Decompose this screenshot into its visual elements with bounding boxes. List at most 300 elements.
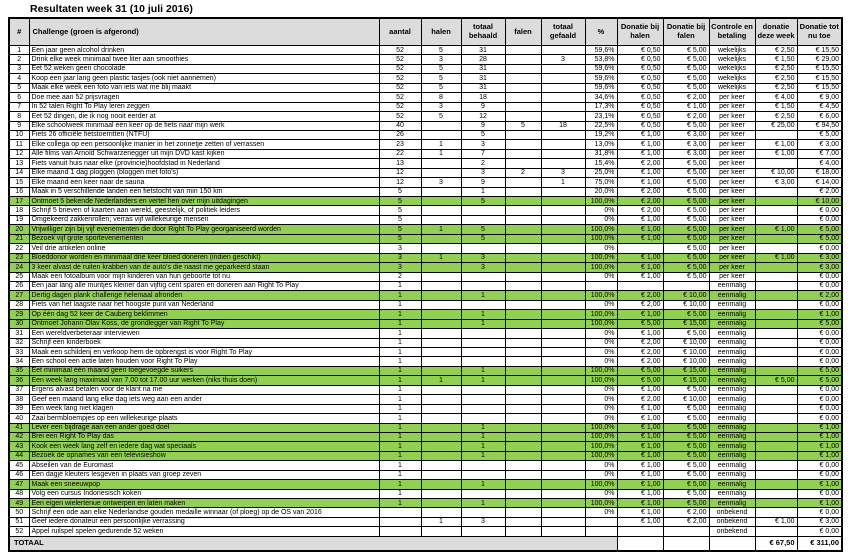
cell-nr: 22: [9, 244, 29, 253]
table-row: [9, 140, 842, 149]
table-row: [9, 376, 842, 385]
table-row: [9, 527, 842, 536]
cell-aantal: 22: [379, 149, 421, 158]
cell-donatie-tot-nu-toe: € 0,00: [797, 329, 842, 338]
cell-totaal-gefaald: [541, 263, 585, 272]
cell-donatie-bij-halen: € 1,00: [617, 253, 663, 262]
cell-donatie-deze-week: € 1,00: [755, 517, 797, 526]
cell-nr: 23: [9, 253, 29, 262]
cell-totaal-gefaald: [541, 461, 585, 470]
cell-halen: [421, 121, 461, 130]
cell-percentage: 100,0%: [585, 263, 617, 272]
cell-percentage: 100,0%: [585, 442, 617, 451]
cell-donatie-deze-week: [755, 338, 797, 347]
cell-nr: 45: [9, 461, 29, 470]
cell-donatie-bij-falen: € 2,00: [663, 517, 709, 526]
cell-totaal-gefaald: [541, 451, 585, 460]
cell-totaal-gefaald: [541, 46, 585, 55]
cell-challenge: Schrijf een kinderboek: [29, 338, 379, 347]
cell-donatie-bij-falen: € 3,00: [663, 149, 709, 158]
cell-aantal: 1: [379, 385, 421, 394]
cell-donatie-bij-halen: € 5,00: [617, 319, 663, 328]
cell-donatie-bij-falen: € 5,00: [663, 55, 709, 64]
cell-halen: [421, 329, 461, 338]
cell-challenge: Maak een fotoalbum voor mijn kinderen van hun geboorte tot nu: [29, 272, 379, 281]
cell-controle-en-betaling: per keer: [709, 225, 755, 234]
cell-donatie-deze-week: [755, 489, 797, 498]
cell-percentage: [585, 281, 617, 290]
cell-totaal-gefaald: [541, 395, 585, 404]
cell-falen: [505, 74, 541, 83]
cell-halen: [421, 338, 461, 347]
cell-challenge: Een jaar lang alle muntjes kleiner dan vijftig cent sparen en doneren aan Right To Play: [29, 281, 379, 290]
cell-nr: 50: [9, 508, 29, 517]
cell-donatie-bij-halen: € 1,00: [617, 442, 663, 451]
cell-percentage: 100,0%: [585, 499, 617, 508]
cell-challenge: Doe mee aan 52 prijsvragen: [29, 93, 379, 102]
cell-donatie-bij-falen: € 10,00: [663, 338, 709, 347]
cell-controle-en-betaling: eenmalig: [709, 404, 755, 413]
cell-aantal: 1: [379, 366, 421, 375]
cell-aantal: 5: [379, 215, 421, 224]
cell-falen: [505, 461, 541, 470]
cell-nr: 29: [9, 310, 29, 319]
table-row: [9, 366, 842, 375]
cell-totaal-behaald: [461, 348, 505, 357]
table-row: [9, 197, 842, 206]
cell-percentage: 100,0%: [585, 310, 617, 319]
table-row: [9, 432, 842, 441]
cell-controle-en-betaling: eenmalig: [709, 432, 755, 441]
cell-falen: [505, 291, 541, 300]
cell-totaal-gefaald: [541, 187, 585, 196]
cell-donatie-bij-falen: € 5,00: [663, 499, 709, 508]
cell-halen: 1: [421, 517, 461, 526]
cell-totaal-behaald: 3: [461, 140, 505, 149]
cell-halen: [421, 300, 461, 309]
cell-halen: [421, 451, 461, 460]
cell-challenge: Maak elke week een foto van iets wat me blij maakt: [29, 83, 379, 92]
cell-totaal-behaald: 9: [461, 178, 505, 187]
cell-nr: 46: [9, 470, 29, 479]
cell-donatie-tot-nu-toe: € 0,00: [797, 508, 842, 517]
cell-donatie-bij-halen: € 0,50: [617, 55, 663, 64]
cell-totaal-behaald: [461, 395, 505, 404]
table-row: [9, 489, 842, 498]
cell-donatie-tot-nu-toe: € 0,00: [797, 244, 842, 253]
cell-falen: [505, 83, 541, 92]
cell-donatie-bij-falen: € 1,00: [663, 102, 709, 111]
cell-challenge: Appel ruilspel spelen gedurende 52 weken: [29, 527, 379, 536]
cell-nr: 28: [9, 300, 29, 309]
cell-halen: [421, 197, 461, 206]
cell-halen: 5: [421, 64, 461, 73]
cell-controle-en-betaling: eenmalig: [709, 291, 755, 300]
cell-totaal-behaald: 2: [461, 159, 505, 168]
total-donatie-deze-week: € 67,50: [755, 536, 797, 551]
cell-donatie-deze-week: € 3,00: [755, 178, 797, 187]
cell-controle-en-betaling: per keer: [709, 253, 755, 262]
cell-nr: 25: [9, 272, 29, 281]
col-header-controle-en-betaling: Controle en betaling: [709, 18, 755, 46]
cell-aantal: 1: [379, 423, 421, 432]
cell-aantal: 3: [379, 253, 421, 262]
cell-donatie-bij-falen: € 5,00: [663, 480, 709, 489]
cell-challenge: Een wereldverbeteraar interviewen: [29, 329, 379, 338]
cell-falen: [505, 64, 541, 73]
cell-aantal: 1: [379, 281, 421, 290]
cell-percentage: 0%: [585, 461, 617, 470]
cell-challenge: Kook een week lang zelf en iedere dag wat speciaals: [29, 442, 379, 451]
cell-controle-en-betaling: per keer: [709, 149, 755, 158]
cell-controle-en-betaling: per keer: [709, 272, 755, 281]
cell-donatie-deze-week: [755, 366, 797, 375]
cell-donatie-bij-falen: € 10,00: [663, 395, 709, 404]
cell-nr: 4: [9, 74, 29, 83]
cell-donatie-bij-falen: € 5,00: [663, 451, 709, 460]
cell-donatie-tot-nu-toe: € 0,00: [797, 404, 842, 413]
cell-halen: [421, 130, 461, 139]
cell-controle-en-betaling: eenmalig: [709, 489, 755, 498]
cell-halen: [421, 404, 461, 413]
cell-totaal-gefaald: [541, 376, 585, 385]
cell-challenge: Ontmoet 5 bekende Nederlanders en vertel hen over mijn uitdagingen: [29, 197, 379, 206]
cell-donatie-bij-halen: € 0,50: [617, 121, 663, 130]
cell-aantal: 5: [379, 225, 421, 234]
total-cell-donatie-bij-halen: [617, 536, 663, 551]
cell-percentage: 19,2%: [585, 130, 617, 139]
cell-donatie-deze-week: [755, 499, 797, 508]
table-row: [9, 414, 842, 423]
cell-nr: 37: [9, 385, 29, 394]
cell-challenge: In 52 talen Right To Play leren zeggen: [29, 102, 379, 111]
cell-donatie-bij-halen: € 0,50: [617, 112, 663, 121]
cell-donatie-tot-nu-toe: € 0,00: [797, 206, 842, 215]
cell-percentage: 100,0%: [585, 225, 617, 234]
cell-donatie-tot-nu-toe: € 2,00: [797, 187, 842, 196]
cell-nr: 21: [9, 234, 29, 243]
cell-totaal-gefaald: [541, 385, 585, 394]
cell-challenge: Maak een sneeuwpop: [29, 480, 379, 489]
cell-donatie-tot-nu-toe: € 2,00: [797, 291, 842, 300]
cell-falen: [505, 234, 541, 243]
cell-donatie-deze-week: [755, 508, 797, 517]
cell-totaal-gefaald: [541, 357, 585, 366]
cell-falen: [505, 499, 541, 508]
cell-donatie-deze-week: [755, 281, 797, 290]
cell-donatie-tot-nu-toe: € 29,00: [797, 55, 842, 64]
cell-totaal-behaald: 5: [461, 234, 505, 243]
cell-totaal-gefaald: [541, 442, 585, 451]
cell-nr: 33: [9, 348, 29, 357]
cell-halen: 1: [421, 253, 461, 262]
cell-donatie-tot-nu-toe: € 0,00: [797, 281, 842, 290]
cell-totaal-gefaald: [541, 470, 585, 479]
cell-donatie-deze-week: [755, 480, 797, 489]
table-body: [9, 46, 842, 537]
table-row: [9, 178, 842, 187]
cell-falen: [505, 385, 541, 394]
cell-nr: 31: [9, 329, 29, 338]
cell-totaal-gefaald: [541, 112, 585, 121]
cell-totaal-behaald: 12: [461, 112, 505, 121]
cell-totaal-gefaald: [541, 508, 585, 517]
cell-falen: [505, 329, 541, 338]
cell-falen: [505, 300, 541, 309]
cell-donatie-bij-falen: € 5,00: [663, 168, 709, 177]
cell-halen: 1: [421, 225, 461, 234]
cell-donatie-bij-halen: € 1,00: [617, 178, 663, 187]
cell-percentage: 100,0%: [585, 319, 617, 328]
cell-controle-en-betaling: per keer: [709, 234, 755, 243]
cell-aantal: [379, 508, 421, 517]
cell-challenge: Een school een actie laten houden voor Right To Play: [29, 357, 379, 366]
cell-nr: 6: [9, 93, 29, 102]
cell-donatie-tot-nu-toe: € 1,00: [797, 451, 842, 460]
cell-totaal-behaald: 1: [461, 376, 505, 385]
cell-aantal: 1: [379, 319, 421, 328]
cell-nr: 7: [9, 102, 29, 111]
cell-donatie-deze-week: [755, 414, 797, 423]
cell-falen: [505, 480, 541, 489]
cell-nr: 30: [9, 319, 29, 328]
cell-percentage: 15,4%: [585, 159, 617, 168]
cell-falen: 5: [505, 121, 541, 130]
cell-aantal: 40: [379, 121, 421, 130]
table-row: [9, 385, 842, 394]
cell-percentage: 100,0%: [585, 480, 617, 489]
col-header-donatie-deze-week: donatie deze week: [755, 18, 797, 46]
table-row: [9, 234, 842, 243]
cell-aantal: 1: [379, 300, 421, 309]
cell-donatie-bij-falen: € 5,00: [663, 263, 709, 272]
table-row: [9, 499, 842, 508]
cell-donatie-bij-halen: € 1,00: [617, 423, 663, 432]
cell-donatie-bij-halen: € 1,00: [617, 404, 663, 413]
cell-controle-en-betaling: eenmalig: [709, 376, 755, 385]
cell-donatie-bij-halen: € 0,50: [617, 74, 663, 83]
cell-nr: 14: [9, 168, 29, 177]
cell-percentage: 0%: [585, 215, 617, 224]
cell-donatie-deze-week: [755, 451, 797, 460]
cell-controle-en-betaling: wekelijks: [709, 74, 755, 83]
cell-nr: 36: [9, 376, 29, 385]
cell-totaal-behaald: 3: [461, 168, 505, 177]
cell-donatie-bij-falen: € 5,00: [663, 197, 709, 206]
cell-donatie-tot-nu-toe: € 15,50: [797, 74, 842, 83]
cell-donatie-deze-week: € 2,50: [755, 83, 797, 92]
cell-donatie-bij-falen: € 5,00: [663, 489, 709, 498]
cell-totaal-gefaald: [541, 83, 585, 92]
table-row: [9, 159, 842, 168]
cell-percentage: 100,0%: [585, 253, 617, 262]
cell-donatie-tot-nu-toe: € 0,00: [797, 470, 842, 479]
table-row: [9, 451, 842, 460]
cell-halen: [421, 291, 461, 300]
cell-donatie-deze-week: [755, 432, 797, 441]
cell-donatie-deze-week: [755, 187, 797, 196]
cell-aantal: 1: [379, 442, 421, 451]
cell-donatie-bij-halen: € 2,00: [617, 159, 663, 168]
cell-donatie-bij-falen: € 5,00: [663, 404, 709, 413]
table-row: [9, 112, 842, 121]
cell-donatie-bij-falen: € 5,00: [663, 432, 709, 441]
cell-controle-en-betaling: eenmalig: [709, 395, 755, 404]
cell-controle-en-betaling: per keer: [709, 263, 755, 272]
cell-donatie-deze-week: € 10,00: [755, 168, 797, 177]
cell-challenge: Elke schoolweek minimaal één keer op de fiets naar mijn werk: [29, 121, 379, 130]
col-header-falen: falen: [505, 18, 541, 46]
cell-controle-en-betaling: eenmalig: [709, 329, 755, 338]
cell-totaal-behaald: [461, 357, 505, 366]
cell-controle-en-betaling: eenmalig: [709, 338, 755, 347]
cell-percentage: 0%: [585, 508, 617, 517]
cell-totaal-gefaald: [541, 206, 585, 215]
cell-controle-en-betaling: per keer: [709, 168, 755, 177]
cell-donatie-bij-halen: € 1,00: [617, 272, 663, 281]
cell-controle-en-betaling: per keer: [709, 140, 755, 149]
cell-halen: [421, 414, 461, 423]
cell-donatie-bij-falen: € 5,00: [663, 470, 709, 479]
cell-halen: [421, 159, 461, 168]
cell-totaal-behaald: 5: [461, 130, 505, 139]
cell-controle-en-betaling: wekelijks: [709, 83, 755, 92]
cell-halen: [421, 395, 461, 404]
cell-falen: [505, 414, 541, 423]
table-row: [9, 338, 842, 347]
cell-donatie-tot-nu-toe: € 15,50: [797, 64, 842, 73]
col-header-donatie-bij-halen: Donatie bij halen: [617, 18, 663, 46]
cell-donatie-bij-halen: € 1,00: [617, 310, 663, 319]
cell-halen: [421, 423, 461, 432]
cell-donatie-deze-week: € 1,00: [755, 253, 797, 262]
cell-challenge: Maak in 5 verschillende landen een fietstocht van min 150 km: [29, 187, 379, 196]
cell-percentage: 0%: [585, 414, 617, 423]
cell-aantal: 1: [379, 338, 421, 347]
cell-totaal-gefaald: [541, 215, 585, 224]
cell-donatie-bij-halen: € 2,00: [617, 187, 663, 196]
cell-falen: [505, 451, 541, 460]
cell-totaal-behaald: [461, 527, 505, 536]
cell-controle-en-betaling: eenmalig: [709, 470, 755, 479]
cell-controle-en-betaling: per keer: [709, 93, 755, 102]
cell-nr: 27: [9, 291, 29, 300]
cell-aantal: 1: [379, 376, 421, 385]
cell-donatie-deze-week: € 1,50: [755, 55, 797, 64]
cell-percentage: 13,0%: [585, 140, 617, 149]
cell-controle-en-betaling: eenmalig: [709, 423, 755, 432]
cell-percentage: 0%: [585, 357, 617, 366]
cell-falen: [505, 112, 541, 121]
total-cell-donatie-bij-falen: [663, 536, 709, 551]
cell-challenge: Op één dag 52 keer de Cauberg beklimmen: [29, 310, 379, 319]
cell-challenge: Een week lang niet klagen: [29, 404, 379, 413]
cell-falen: [505, 395, 541, 404]
cell-percentage: 100,0%: [585, 423, 617, 432]
cell-controle-en-betaling: eenmalig: [709, 366, 755, 375]
cell-percentage: 22,5%: [585, 121, 617, 130]
cell-nr: 3: [9, 64, 29, 73]
cell-donatie-deze-week: [755, 244, 797, 253]
cell-falen: [505, 470, 541, 479]
cell-challenge: Maak een schilderij en verkoop hem de opbrengst is voor Right To Play: [29, 348, 379, 357]
cell-halen: [421, 234, 461, 243]
cell-challenge: Omgekeerd zakkenrollen; verras vijf willekeurige mensen: [29, 215, 379, 224]
cell-donatie-bij-falen: € 5,00: [663, 206, 709, 215]
cell-nr: 44: [9, 451, 29, 460]
cell-controle-en-betaling: wekelijks: [709, 64, 755, 73]
cell-percentage: 100,0%: [585, 432, 617, 441]
cell-halen: 8: [421, 93, 461, 102]
cell-controle-en-betaling: per keer: [709, 244, 755, 253]
cell-donatie-bij-falen: € 5,00: [663, 74, 709, 83]
table-row: [9, 215, 842, 224]
cell-donatie-bij-halen: € 1,00: [617, 451, 663, 460]
cell-donatie-deze-week: € 25,00: [755, 121, 797, 130]
table-row: [9, 83, 842, 92]
cell-donatie-tot-nu-toe: € 18,00: [797, 168, 842, 177]
cell-falen: [505, 263, 541, 272]
cell-donatie-deze-week: [755, 395, 797, 404]
cell-totaal-gefaald: [541, 272, 585, 281]
cell-halen: [421, 527, 461, 536]
cell-totaal-gefaald: [541, 480, 585, 489]
cell-donatie-deze-week: € 2,50: [755, 64, 797, 73]
cell-donatie-deze-week: [755, 206, 797, 215]
col-header-nr: #: [9, 18, 29, 46]
table-row: [9, 442, 842, 451]
cell-falen: [505, 140, 541, 149]
cell-totaal-gefaald: [541, 348, 585, 357]
cell-totaal-behaald: 1: [461, 423, 505, 432]
cell-falen: [505, 206, 541, 215]
cell-falen: [505, 338, 541, 347]
table-row: [9, 310, 842, 319]
cell-nr: 52: [9, 527, 29, 536]
cell-controle-en-betaling: eenmalig: [709, 480, 755, 489]
cell-donatie-tot-nu-toe: € 9,00: [797, 93, 842, 102]
cell-donatie-deze-week: € 1,50: [755, 102, 797, 111]
cell-donatie-deze-week: [755, 272, 797, 281]
cell-falen: [505, 253, 541, 262]
cell-aantal: 52: [379, 46, 421, 55]
cell-donatie-deze-week: [755, 215, 797, 224]
cell-falen: [505, 187, 541, 196]
cell-donatie-deze-week: [755, 234, 797, 243]
cell-donatie-deze-week: € 1,00: [755, 140, 797, 149]
cell-totaal-behaald: 1: [461, 442, 505, 451]
cell-totaal-gefaald: [541, 140, 585, 149]
cell-donatie-bij-falen: € 5,00: [663, 272, 709, 281]
cell-aantal: 3: [379, 263, 421, 272]
table-row: [9, 121, 842, 130]
cell-donatie-deze-week: [755, 385, 797, 394]
cell-aantal: 52: [379, 112, 421, 121]
cell-donatie-bij-falen: € 2,00: [663, 508, 709, 517]
cell-aantal: 5: [379, 197, 421, 206]
cell-halen: [421, 366, 461, 375]
cell-donatie-deze-week: [755, 329, 797, 338]
cell-donatie-bij-halen: € 1,00: [617, 130, 663, 139]
cell-donatie-bij-halen: € 1,00: [617, 480, 663, 489]
cell-donatie-bij-falen: € 15,00: [663, 319, 709, 328]
cell-percentage: 100,0%: [585, 291, 617, 300]
cell-halen: [421, 385, 461, 394]
cell-donatie-bij-halen: € 0,50: [617, 46, 663, 55]
cell-percentage: 0%: [585, 348, 617, 357]
cell-donatie-bij-falen: € 10,00: [663, 291, 709, 300]
cell-totaal-gefaald: [541, 197, 585, 206]
